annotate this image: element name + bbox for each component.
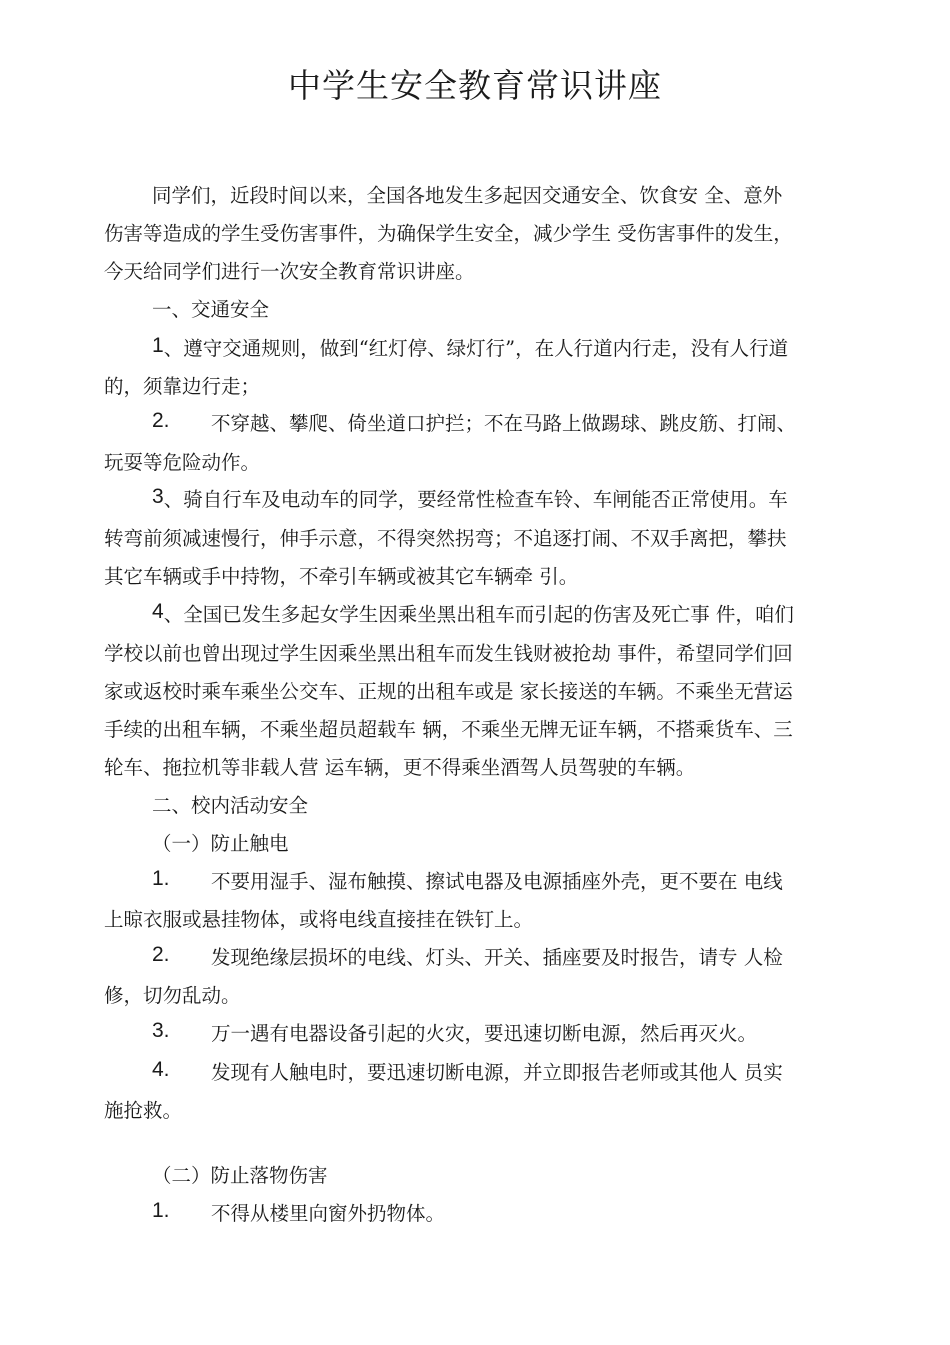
numbered-item: [152, 867, 783, 896]
paragraph-line: 修，切勿乱动。: [104, 984, 241, 1007]
item-text: 不要用湿手、湿布触摸、擦试电器及电源插座外壳，更不要在 电线: [211, 870, 783, 893]
item-number: 2.: [152, 409, 170, 432]
numbered-item: [152, 485, 788, 514]
item-text: 不穿越、攀爬、倚坐道口护拦；不在马路上做踢球、跳皮筋、打闹、: [211, 412, 797, 435]
item-number: 2.: [152, 943, 170, 966]
numbered-item: [152, 1199, 446, 1228]
numbered-item: [152, 943, 783, 972]
paragraph-line: 转弯前须减速慢行，伸手示意，不得突然拐弯；不追逐打闹、不双手离把，攀扶: [104, 527, 787, 550]
document-title: 中学生安全教育常识讲座: [288, 66, 662, 105]
item-text: 发现有人触电时，要迅速切断电源，并立即报告老师或其他人 员实: [211, 1061, 783, 1084]
item-number: 4.: [152, 1058, 170, 1081]
paragraph-line: 学校以前也曾出现过学生因乘坐黑出租车而发生钱财被抢劫 事件，希望同学们回: [104, 642, 793, 665]
numbered-item: [152, 409, 797, 438]
section-heading: 一、交通安全: [152, 298, 270, 321]
item-text: 不得从楼里向窗外扔物体。: [211, 1202, 446, 1225]
paragraph-line: 手续的出租车辆，不乘坐超员超载车 辆，不乘坐无牌无证车辆，不搭乘货车、三: [104, 718, 793, 741]
paragraph-line: 同学们，近段时间以来，全国各地发生多起因交通安全、饮食安 全、意外: [152, 184, 783, 207]
item-number: 3.: [152, 1019, 170, 1042]
item-text: 、骑自行车及电动车的同学，要经常性检查车铃、车闸能否正常使用。车: [163, 488, 788, 511]
item-number: 1.: [152, 1199, 170, 1222]
paragraph-line: 玩耍等危险动作。: [104, 451, 261, 474]
section-heading: 二、校内活动安全: [152, 794, 309, 817]
subsection-heading: （一）防止触电: [152, 832, 289, 855]
subsection-heading: （二）防止落物伤害: [152, 1164, 328, 1187]
paragraph-line: 伤害等造成的学生受伤害事件，为确保学生安全，减少学生 受伤害事件的发生，: [104, 222, 793, 245]
item-number: 4: [152, 600, 164, 623]
item-text: 万一遇有电器设备引起的火灾，要迅速切断电源，然后再灭火。: [211, 1022, 758, 1045]
item-number: 1: [152, 334, 164, 357]
numbered-item: [152, 600, 794, 629]
item-text: 发现绝缘层损坏的电线、灯头、开关、插座要及时报告，请专 人检: [211, 946, 783, 969]
paragraph-line: 今天给同学们进行一次安全教育常识讲座。: [104, 260, 475, 283]
paragraph-line: 施抢救。: [104, 1099, 183, 1122]
item-text: 、遵守交通规则，做到“红灯停、绿灯行”，在人行道内行走，没有人行道: [163, 337, 789, 360]
paragraph-line: 上晾衣服或悬挂物体，或将电线直接挂在铁钉上。: [104, 908, 534, 931]
item-text: 、全国已发生多起女学生因乘坐黑出租车而引起的伤害及死亡事 件，咱们: [163, 603, 794, 626]
numbered-item: [152, 1058, 783, 1087]
numbered-item: [152, 334, 789, 363]
paragraph-line: 的，须靠边行走；: [104, 375, 261, 398]
item-number: 1.: [152, 867, 170, 890]
paragraph-line: 家或返校时乘车乘坐公交车、正规的出租车或是 家长接送的车辆。不乘坐无营运: [104, 680, 793, 703]
item-number: 3: [152, 485, 164, 508]
numbered-item: [152, 1019, 758, 1048]
paragraph-line: 其它车辆或手中持物，不牵引车辆或被其它车辆牵 引。: [104, 565, 579, 588]
paragraph-line: 轮车、拖拉机等非载人营 运车辆，更不得乘坐酒驾人员驾驶的车辆。: [104, 756, 696, 779]
